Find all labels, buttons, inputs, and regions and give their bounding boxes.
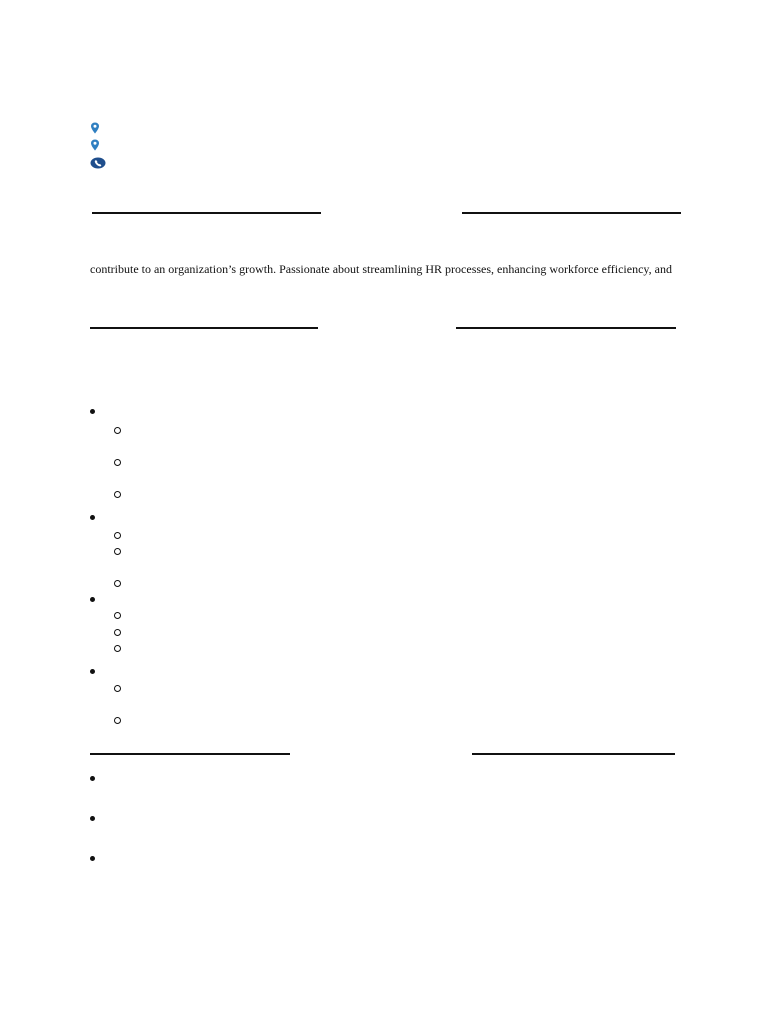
job-detail-bullet [114,717,121,724]
section-rule-left [92,212,321,214]
job-detail-bullet [114,532,121,539]
job-detail-bullet [114,685,121,692]
job-bullet [90,515,95,520]
job-bullet [90,409,95,414]
education-bullet [90,776,95,781]
phone-icon [90,157,106,169]
map-pin-icon [90,139,100,151]
job-detail-bullet [114,580,121,587]
job-bullet [90,669,95,674]
section-rule-left [90,327,318,329]
section-rule-right [456,327,676,329]
job-detail-bullet [114,645,121,652]
job-detail-bullet [114,629,121,636]
education-bullet [90,856,95,861]
job-detail-bullet [114,427,121,434]
job-detail-bullet [114,612,121,619]
section-rule-right [472,753,675,755]
map-pin-icon [90,122,100,134]
section-rule-right [462,212,681,214]
job-detail-bullet [114,548,121,555]
job-detail-bullet [114,491,121,498]
professional-summary: contribute to an organization’s growth. Passionate about streamlining HR processes, enhancing workforce efficiency, and [90,262,672,276]
education-bullet [90,816,95,821]
job-bullet [90,597,95,602]
job-detail-bullet [114,459,121,466]
section-rule-left [90,753,290,755]
